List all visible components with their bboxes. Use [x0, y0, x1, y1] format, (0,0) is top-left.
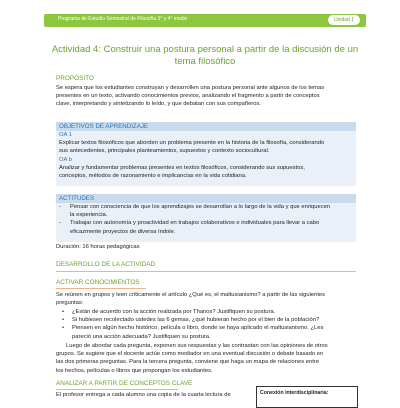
activar-intro — [56, 291, 356, 307]
activar-after-line: grupos. Se sugiere que el docente actúe como mediador en una eventual discusión o debate basado en — [56, 351, 324, 358]
question-item-continued: pareció una acción adecuada? Justifiquen su postura. — [72, 333, 211, 340]
oab-code: OA b — [59, 156, 72, 163]
oa1-code: OA 1 — [59, 132, 72, 138]
analizar-text: El profesor entrega a cada alumno una copia de la cuarta lectura de — [56, 392, 231, 398]
activar-after-line: los hechos, películas o libros que propongan los estudiantes. — [56, 367, 213, 374]
bullet-icon: • — [62, 309, 65, 315]
question-item: • Si hubiesen recolectado ustedes las 6 gemas, ¿qué hubieran hecho por el bien de la población? — [62, 317, 320, 324]
oa1-line: Explicar textos filosóficos que aborden un problema presente en la historia de la filosofía, considerando — [59, 140, 325, 147]
proposito-line: presentes en un texto, activando conocimientos previos, analizando el fragmento a partir de conceptos — [56, 93, 320, 100]
actitud-line: Pensar con consciencia de que los aprendizajes se desarrollan a lo largo de la vida y que enriquecen — [70, 204, 331, 210]
bullet-icon: • — [62, 317, 65, 324]
dash-bullet: - — [59, 220, 61, 227]
actitudes-heading: ACTITUDES — [56, 194, 356, 203]
activity-title: Actividad 4: Construir una postura personal a partir de la discusión de un tema filosófico — [51, 44, 359, 67]
proposito-line: Se espera que los estudiantes construyan y desarrollen una postura personal ante algunos de los temas — [56, 85, 325, 91]
activar-after — [56, 342, 356, 375]
activar-intro-line: preguntas: — [56, 300, 84, 307]
section-divider — [56, 271, 356, 272]
actitud-line: la experiencia. — [70, 212, 108, 219]
desarrollo-heading: DESARROLLO DE LA ACTIVIDAD — [56, 261, 156, 268]
objetivos-heading: OBJETIVOS DE APRENDIZAJE — [56, 122, 356, 131]
activar-intro-line: Se reúnen en grupos y leen críticamente el artículo ¿Qué es, el maltusianismo? a partir de las siguientes — [56, 292, 326, 298]
bullet-icon: • — [62, 325, 65, 332]
objetivos-box — [56, 122, 356, 186]
actitud-item — [56, 219, 356, 235]
duracion: Duración: 16 horas pedagógicas — [56, 244, 140, 250]
oa1-line: sus antecedentes, principales planteamientos, supuestos y contexto sociocultural. — [59, 148, 270, 155]
activar-heading: ACTIVAR CONOCIMIENTOS — [56, 279, 140, 286]
unit-badge: Unidad 1 — [328, 15, 360, 25]
actitud-line: eficazmente proyectos de diversa índole. — [70, 228, 176, 235]
actitudes-box — [56, 194, 356, 242]
heading-underline — [56, 288, 146, 289]
proposito-heading: PROPÓSITO — [56, 75, 94, 82]
oab-line: Analizar y fundamentar problemas presentes en textos filosóficos, considerando sus supuestos, — [59, 164, 305, 171]
conexion-box — [256, 386, 358, 408]
proposito-line: clave, interpretando y sintetizando lo leído, y que debatan con sus compañeros. — [56, 101, 261, 108]
proposito-text — [56, 84, 356, 109]
conexion-title: Conexión interdisciplinaria: — [260, 390, 329, 396]
header-bar — [44, 14, 366, 27]
question-item: • Piensen en algún hecho histórico, película o libro, donde se haya aplicado el maltusianismo. ¿Les — [62, 325, 324, 332]
program-name: Programa de Estudio Semestral de Filosofía 3° y 4° medio — [58, 16, 188, 22]
oab-line: conceptos, métodos de razonamiento e implicancias en la vida cotidiana. — [59, 173, 247, 180]
activar-questions — [62, 308, 356, 341]
actitud-line: Trabajar con autonomía y proactividad en trabajos colaborativos e individuales para llevar a cabo — [70, 220, 320, 227]
actitud-item — [56, 203, 356, 219]
heading-underline — [56, 389, 178, 390]
analizar-heading: ANALIZAR A PARTIR DE CONCEPTOS CLAVE — [56, 380, 193, 387]
question-item: • ¿Están de acuerdo con la acción realizada por Thanos? Justifiquen su postura. — [62, 309, 276, 315]
activar-after-line: Luego de abordar cada pregunta, exponen sus respuestas y las contrastan con las opiniones de otros — [66, 343, 328, 349]
activar-after-line: las dos primeras preguntas. Para la tercera pregunta, conviene que haga un mapa de relaciones entre — [56, 359, 319, 366]
dash-bullet: - — [59, 204, 61, 210]
